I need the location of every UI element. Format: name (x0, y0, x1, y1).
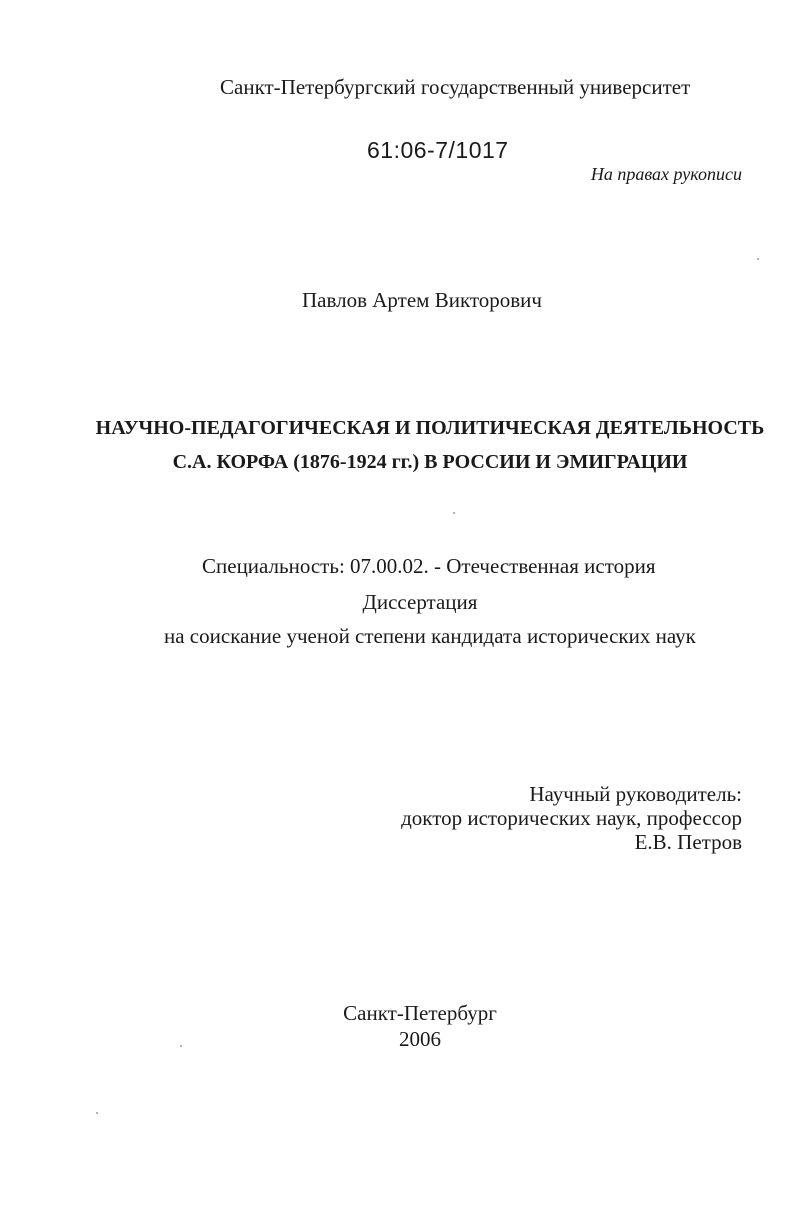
university-name: Санкт-Петербургский государственный университет (220, 75, 691, 99)
dissertation-title-line-2: С.А. КОРФА (1876-1924 гг.) В РОССИИ И ЭМИГРАЦИИ (172, 451, 688, 473)
dissertation-title-line-1: НАУЧНО-ПЕДАГОГИЧЕСКАЯ И ПОЛИТИЧЕСКАЯ ДЕЯТЕЛЬНОСТЬ (95, 417, 765, 439)
supervisor-degree: доктор исторических наук, профессор (401, 806, 742, 830)
scan-speck (757, 258, 759, 260)
scan-speck (453, 512, 455, 514)
catalog-number: 61:06-7/1017 (367, 137, 509, 163)
scan-speck (96, 1112, 98, 1114)
supervisor-label: Научный руководитель: (529, 782, 742, 806)
degree-statement: на соискание ученой степени кандидата исторических наук (164, 624, 696, 648)
author-name: Павлов Артем Викторович (302, 288, 542, 312)
scan-speck (180, 1045, 182, 1047)
year: 2006 (399, 1027, 441, 1051)
rights-note: На правах рукописи (590, 164, 742, 184)
document-type: Диссертация (362, 590, 478, 614)
supervisor-name: Е.В. Петров (634, 830, 742, 854)
city: Санкт-Петербург (343, 1001, 497, 1025)
specialty: Специальность: 07.00.02. - Отечественная история (202, 554, 656, 578)
